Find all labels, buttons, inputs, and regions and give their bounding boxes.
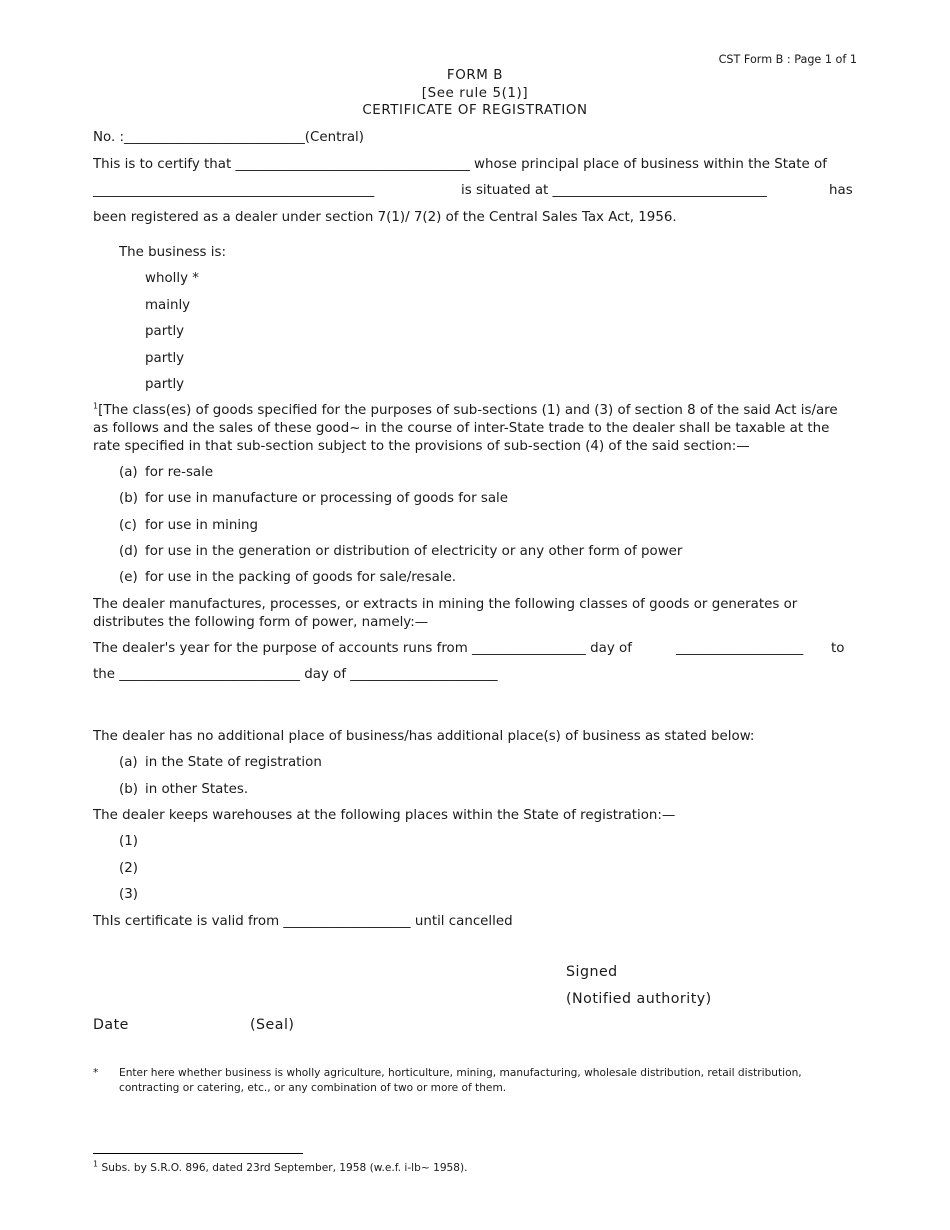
purpose-label: (a) (119, 465, 138, 480)
notified-authority: (Notified authority) (566, 991, 712, 1007)
purpose-label: (d) (119, 544, 138, 559)
additional-place-paragraph: The dealer has no additional place of business/has additional place(s) of business as stated below: (93, 729, 755, 744)
goods-paragraph (93, 402, 853, 456)
form-title: FORM B (446, 68, 504, 83)
warehouse-item: (1) (119, 834, 138, 849)
footnote-divider (93, 1153, 303, 1154)
validity-line: ThIs certificate is valid from ___________________ until cancelled (93, 914, 513, 929)
warehouse-item: (3) (119, 887, 138, 902)
accounts-blank: ___________________ (676, 641, 804, 656)
note-star-marker: * (93, 1067, 99, 1079)
page-label: CST Form B : Page 1 of 1 (718, 53, 857, 66)
signed-label: Signed (566, 964, 618, 980)
seal-label: (Seal) (250, 1017, 295, 1033)
footnote-marker: 1 (93, 401, 99, 411)
footnote (93, 1161, 468, 1176)
warehouses-paragraph: The dealer keeps warehouses at the following places within the State of registration:— (93, 808, 676, 823)
footnote-marker: 1 (93, 1159, 99, 1169)
purpose-text: for use in mining (145, 518, 259, 533)
business-option: partly (145, 351, 185, 366)
rule-reference: [See rule 5(1)] (421, 86, 529, 101)
purpose-label: (e) (119, 570, 138, 585)
state-blank: __________________________________________ (93, 183, 375, 198)
purpose-text: for re-sale (145, 465, 214, 480)
place-text: in other States. (145, 782, 249, 797)
purpose-text: for use in the packing of goods for sale/resale. (145, 570, 457, 585)
warehouse-item: (2) (119, 861, 138, 876)
purpose-label: (b) (119, 491, 138, 506)
situated-at: is situated at ________________________________ (461, 183, 767, 198)
place-text: in the State of registration (145, 755, 322, 770)
accounts-line-2: the ___________________________ day of ______________________ (93, 667, 498, 682)
registration-number: No. :___________________________(Central) (93, 130, 364, 145)
business-option: partly (145, 324, 185, 339)
note-star-text: Enter here whether business is wholly agriculture, horticulture, mining, manufacturing, wholesale distribution, retail distribution, contracting or catering, etc., or any combination of two or more of them. (119, 1067, 802, 1094)
purpose-text: for use in manufacture or processing of goods for sale (145, 491, 509, 506)
manufacture-paragraph: The dealer manufactures, processes, or extracts in mining the following classes of goods or generates or distributes the following form of power, namely:— (93, 597, 798, 630)
goods-paragraph-text: [The class(es) of goods specified for the purposes of sub-sections (1) and (3) of section 8 of the said Act is/are as follows and the sales of these good~ in the course of inter-State trade to the dealer shall be taxable at the rate specified in that sub-section subject to the provisions of sub-section (4) of the said section:— (93, 403, 838, 454)
purpose-text: for use in the generation or distribution of electricity or any other form of power (145, 544, 683, 559)
business-option: wholly * (145, 271, 199, 286)
business-option: partly (145, 377, 185, 392)
certificate-title: CERTIFICATE OF REGISTRATION (362, 103, 588, 118)
accounts-line: The dealer's year for the purpose of accounts runs from _________________ day of (93, 641, 632, 656)
has-word: has (829, 183, 853, 198)
place-label: (a) (119, 755, 138, 770)
date-label: Date (93, 1017, 129, 1033)
footnote-text: Subs. by S.R.O. 896, dated 23rd September, 1958 (w.e.f. i-lb~ 1958). (101, 1162, 468, 1174)
purpose-label: (c) (119, 518, 137, 533)
registered-line: been registered as a dealer under section 7(1)/ 7(2) of the Central Sales Tax Act, 1956. (93, 210, 677, 225)
business-option: mainly (145, 298, 191, 313)
accounts-to: to (831, 641, 845, 656)
place-label: (b) (119, 782, 138, 797)
certify-line: This is to certify that ___________________________________ whose principal place of business within the State of (93, 157, 827, 172)
business-heading: The business is: (119, 245, 226, 260)
